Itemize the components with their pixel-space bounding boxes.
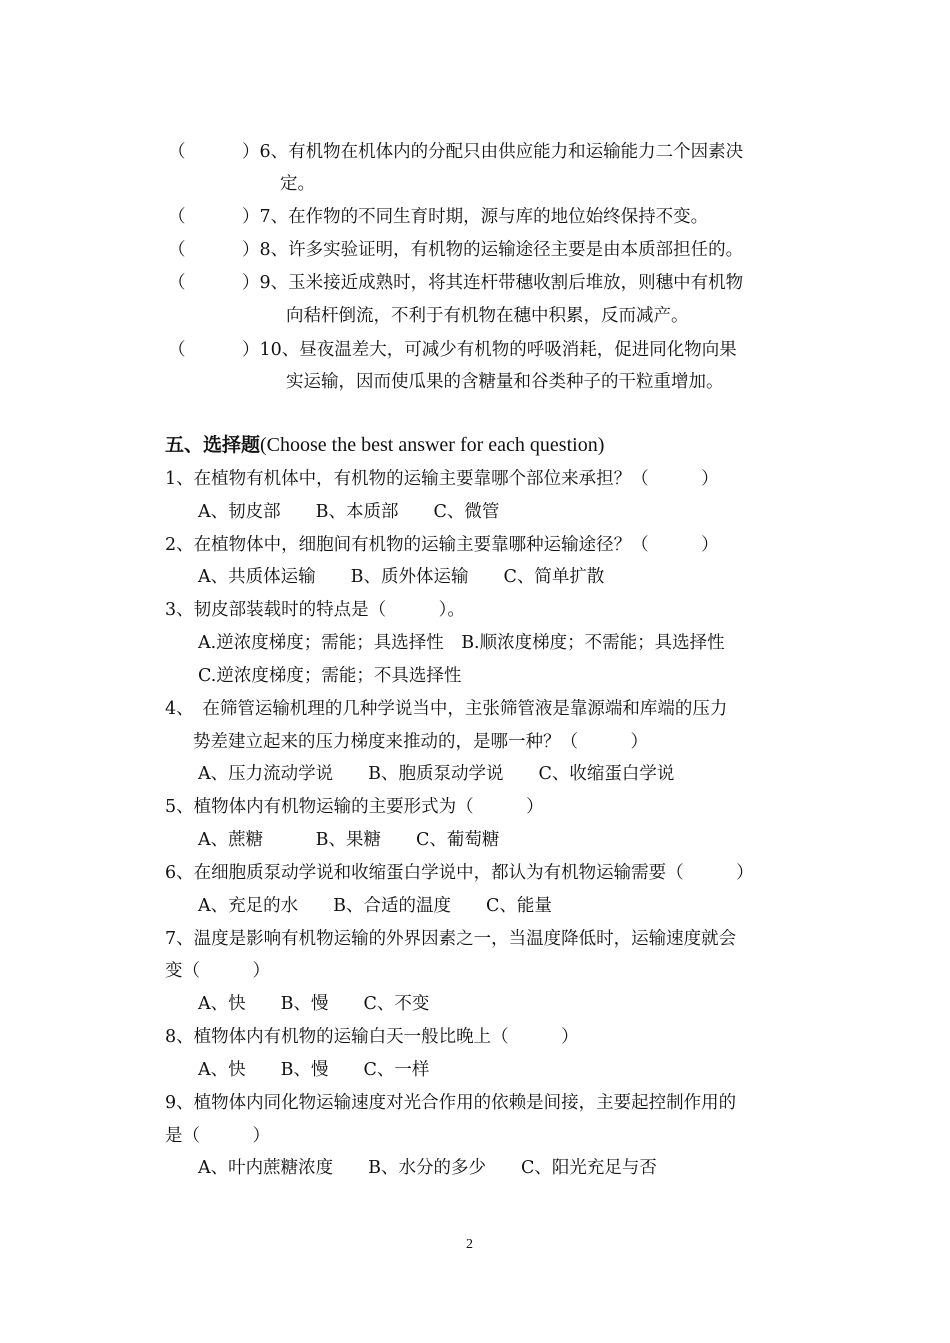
question-stem: 6、在细胞质泵动学说和收缩蛋白学说中，都认为有机物运输需要（ ） xyxy=(165,863,754,883)
question-stem-cont: 势差建立起来的压力梯度来推动的，是哪一种？（ ） xyxy=(193,732,648,752)
question-options: A、快 B、慢 C、不变 xyxy=(198,994,430,1014)
answer-blank-open: （ xyxy=(168,340,186,360)
tf-item-text-cont: 定。 xyxy=(280,174,315,194)
question-options: A.逆浓度梯度；需能；具选择性 B.顺浓度梯度；不需能；具选择性 xyxy=(198,633,725,653)
question-stem: 8、植物体内有机物的运输白天一般比晚上（ ） xyxy=(165,1027,579,1047)
question-stem-cont: 是（ ） xyxy=(165,1126,270,1146)
question-options: A、共质体运输 B、质外体运输 C、简单扩散 xyxy=(198,567,605,587)
answer-blank-open: （ xyxy=(168,142,186,162)
question-options: A、叶内蔗糖浓度 B、水分的多少 C、阳光充足与否 xyxy=(198,1158,657,1178)
question-options: A、压力流动学说 B、胞质泵动学说 C、收缩蛋白学说 xyxy=(198,764,675,784)
answer-blank-open: （ xyxy=(168,273,186,293)
question-options: A、韧皮部 B、本质部 C、微管 xyxy=(198,502,500,522)
tf-item-text-cont: 向秸杆倒流，不利于有机物在穗中积累，反而减产。 xyxy=(286,306,689,326)
answer-blank-open: （ xyxy=(168,240,186,260)
question-options: A、蔗糖 B、果糖 C、葡萄糖 xyxy=(198,830,500,850)
question-stem-cont: 变（ ） xyxy=(165,961,270,981)
answer-blank-open: （ xyxy=(168,207,186,227)
question-stem: 3、韧皮部装载时的特点是（ ）。 xyxy=(165,600,465,620)
section-heading-en: (Choose the best answer for each question) xyxy=(260,434,605,456)
section-heading-zh: 五、选择题 xyxy=(165,434,261,456)
tf-item-text: ）7、在作物的不同生育时期，源与库的地位始终保持不变。 xyxy=(242,207,709,227)
question-options: A、充足的水 B、合适的温度 C、能量 xyxy=(198,896,552,916)
tf-item-text: ）8、许多实验证明，有机物的运输途径主要是由本质部担任的。 xyxy=(242,240,744,260)
question-options: A、快 B、慢 C、一样 xyxy=(198,1060,430,1080)
question-stem: 1、在植物有机体中，有机物的运输主要靠哪个部位来承担？（ ） xyxy=(165,469,719,489)
question-stem: 4、 在筛管运输机理的几种学说当中，主张筛管液是靠源端和库端的压力 xyxy=(165,699,728,719)
tf-item-text: ）10、昼夜温差大，可减少有机物的呼吸消耗，促进同化物向果 xyxy=(242,340,737,360)
question-stem: 9、植物体内同化物运输速度对光合作用的依赖是间接，主要起控制作用的 xyxy=(165,1093,737,1113)
question-options-cont: C.逆浓度梯度；需能；不具选择性 xyxy=(198,666,462,686)
question-stem: 2、在植物体中，细胞间有机物的运输主要靠哪种运输途径？（ ） xyxy=(165,535,719,555)
question-stem: 7、温度是影响有机物运输的外界因素之一，当温度降低时，运输速度就会 xyxy=(165,929,737,949)
page-number: 2 xyxy=(466,1237,473,1252)
tf-item-text-cont: 实运输，因而使瓜果的含糖量和谷类种子的干粒重增加。 xyxy=(286,372,724,392)
section-heading xyxy=(165,433,604,457)
tf-item-text: ）9、玉米接近成熟时，将其连杆带穗收割后堆放，则穗中有机物 xyxy=(242,273,744,293)
question-stem: 5、植物体内有机物运输的主要形式为（ ） xyxy=(165,797,544,817)
tf-item-text: ）6、有机物在机体内的分配只由供应能力和运输能力二个因素决 xyxy=(242,142,744,162)
